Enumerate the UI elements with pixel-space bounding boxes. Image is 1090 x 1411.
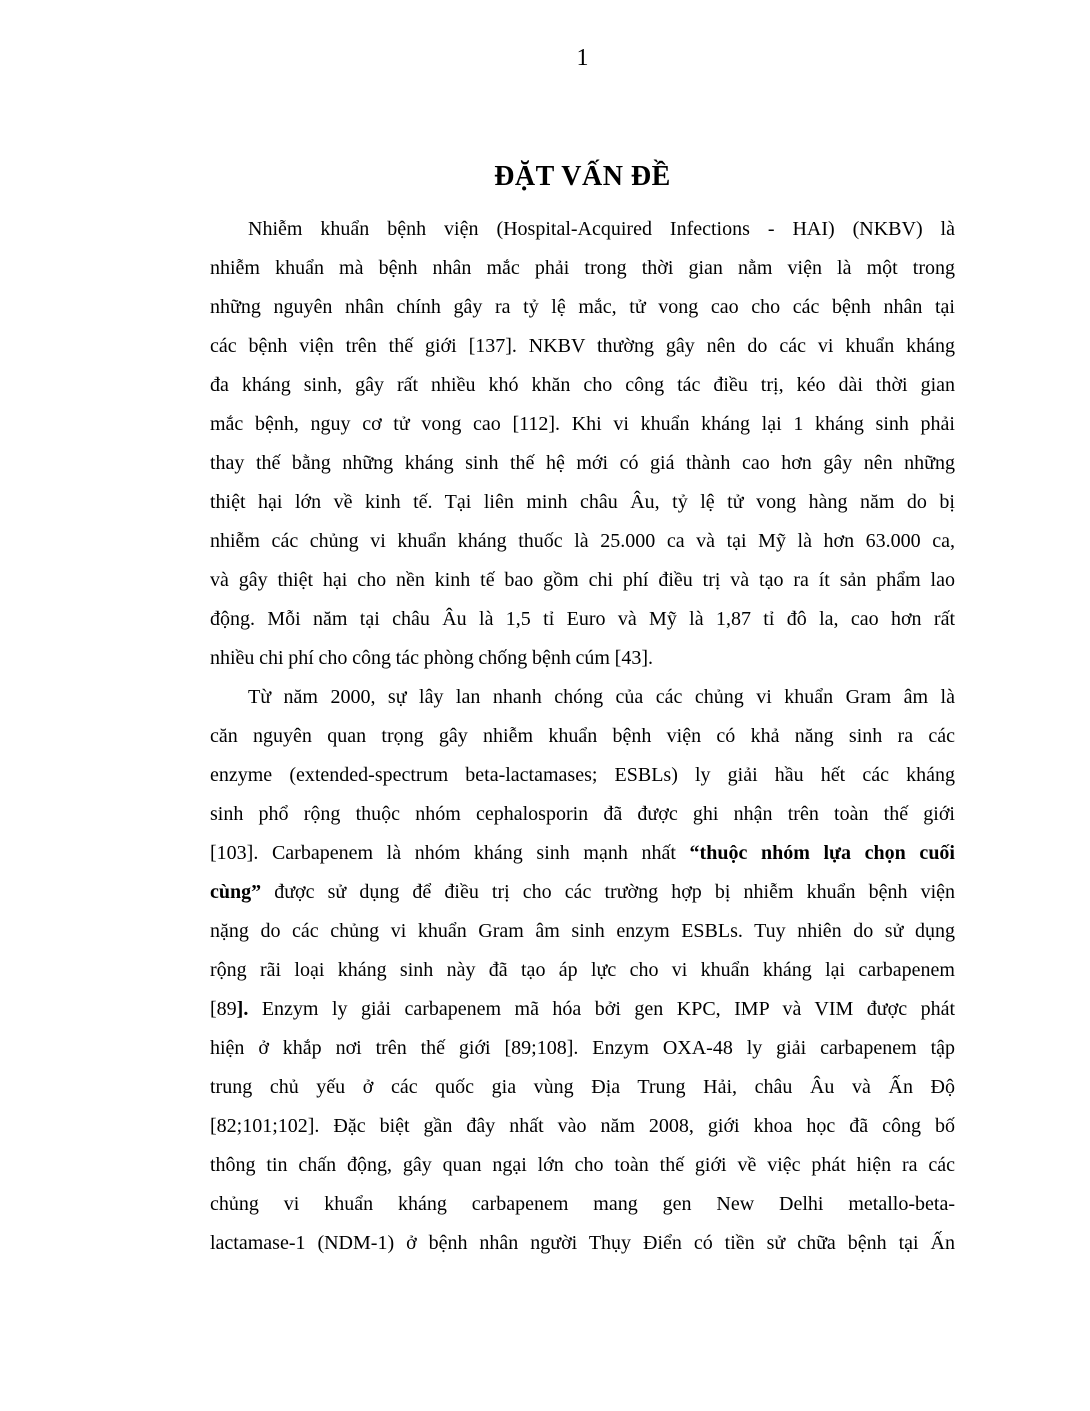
text-line [210,1107,955,1146]
text-segment: Enzym ly giải carbapenem mã hóa bởi gen KPC, IMP và VIM được phát [248,998,955,1020]
text-line [210,990,955,1029]
text-segment: trung chủ yếu ở các quốc gia vùng Địa Trung Hải, châu Âu và Ấn Độ [210,1076,955,1098]
text-segment: nặng do các chủng vi khuẩn Gram âm sinh enzym ESBLs. Tuy nhiên do sử dụng [210,920,955,942]
text-line [210,1146,955,1185]
text-line [210,210,955,249]
text-line [210,1029,955,1068]
text-segment: thông tin chấn động, gây quan ngại lớn cho toàn thế giới về việc phát hiện ra các [210,1154,955,1176]
text-segment: [82;101;102]. Đặc biệt gần đây nhất vào năm 2008, giới khoa học đã công bố [210,1115,955,1137]
text-line [210,1224,955,1263]
bold-text-segment: “thuộc nhóm lựa chọn cuối [689,842,955,864]
text-line [210,756,955,795]
text-segment: enzyme (extended-spectrum beta-lactamases; ESBLs) ly giải hầu hết các kháng [210,764,955,786]
text-line [210,1068,955,1107]
text-segment: và gây thiệt hại cho nền kinh tế bao gồm chi phí điều trị và tạo ra ít sản phẩm lao [210,569,955,591]
text-segment: chủng vi khuẩn kháng carbapenem mang gen New Delhi metallo-beta- [210,1193,955,1215]
text-segment: [103]. Carbapenem là nhóm kháng sinh mạnh nhất [210,842,690,864]
text-line [210,366,955,405]
text-line [210,834,955,873]
text-segment: lactamase-1 (NDM-1) ở bệnh nhân người Thụy Điển có tiền sử chữa bệnh tại Ấn [210,1232,955,1254]
text-segment: nhiễm khuẩn mà bệnh nhân mắc phải trong thời gian nằm viện là một trong [210,257,955,279]
text-line [210,249,955,288]
text-column [210,0,955,1263]
text-line [210,288,955,327]
text-segment: được sử dụng để điều trị cho các trường hợp bị nhiễm khuẩn bệnh viện [261,881,955,903]
text-segment: căn nguyên quan trọng gây nhiễm khuẩn bệnh viện có khả năng sinh ra các [210,725,955,747]
text-segment: [89 [210,998,237,1020]
text-line [210,639,955,678]
text-segment: Nhiễm khuẩn bệnh viện (Hospital-Acquired Infections - HAI) (NKBV) là [248,218,955,240]
text-segment: đa kháng sinh, gây rất nhiều khó khăn cho công tác điều trị, kéo dài thời gian [210,374,955,396]
text-line [210,561,955,600]
text-segment: nhiều chi phí cho công tác phòng chống bệnh cúm [43]. [210,647,653,669]
text-line [210,522,955,561]
text-line [210,444,955,483]
text-segment: Từ năm 2000, sự lây lan nhanh chóng của các chủng vi khuẩn Gram âm là [248,686,955,708]
text-segment: thiệt hại lớn về kinh tế. Tại liên minh châu Âu, tỷ lệ tử vong hàng năm do bị [210,491,955,513]
page-title: ĐẶT VẤN ĐỀ [494,161,671,192]
bold-text-segment: ]. [236,998,249,1020]
text-segment: sinh phổ rộng thuộc nhóm cephalosporin đã được ghi nhận trên toàn thế giới [210,803,955,825]
text-line [210,795,955,834]
text-segment: thay thế bằng những kháng sinh thế hệ mới có giá thành cao hơn gây nên những [210,452,955,474]
text-line [210,327,955,366]
paragraph [210,210,955,678]
text-segment: mắc bệnh, nguy cơ tử vong cao [112]. Khi vi khuẩn kháng lại 1 kháng sinh phải [210,413,955,435]
text-line [210,717,955,756]
bold-text-segment: cùng” [210,881,262,903]
text-line [210,600,955,639]
text-line [210,678,955,717]
text-segment: các bệnh viện trên thế giới [137]. NKBV thường gây nên do các vi khuẩn kháng [210,335,955,357]
document-body [210,210,955,1263]
text-line [210,405,955,444]
text-segment: hiện ở khắp nơi trên thế giới [89;108]. Enzym OXA-48 ly giải carbapenem tập [210,1037,955,1059]
text-segment: nhiễm các chủng vi khuẩn kháng thuốc là 25.000 ca và tại Mỹ là hơn 63.000 ca, [210,530,955,552]
text-line [210,951,955,990]
text-segment: động. Mỗi năm tại châu Âu là 1,5 tỉ Euro và Mỹ là 1,87 tỉ đô la, cao hơn rất [210,608,955,630]
text-line [210,1185,955,1224]
paragraph [210,678,955,1263]
text-line [210,483,955,522]
text-segment: những nguyên nhân chính gây ra tỷ lệ mắc, tử vong cao cho các bệnh nhân tại [210,296,955,318]
text-segment: rộng rãi loại kháng sinh này đã tạo áp lực cho vi khuẩn kháng lại carbapenem [210,959,955,981]
text-line [210,912,955,951]
page-number: 1 [576,45,589,71]
text-line [210,873,955,912]
